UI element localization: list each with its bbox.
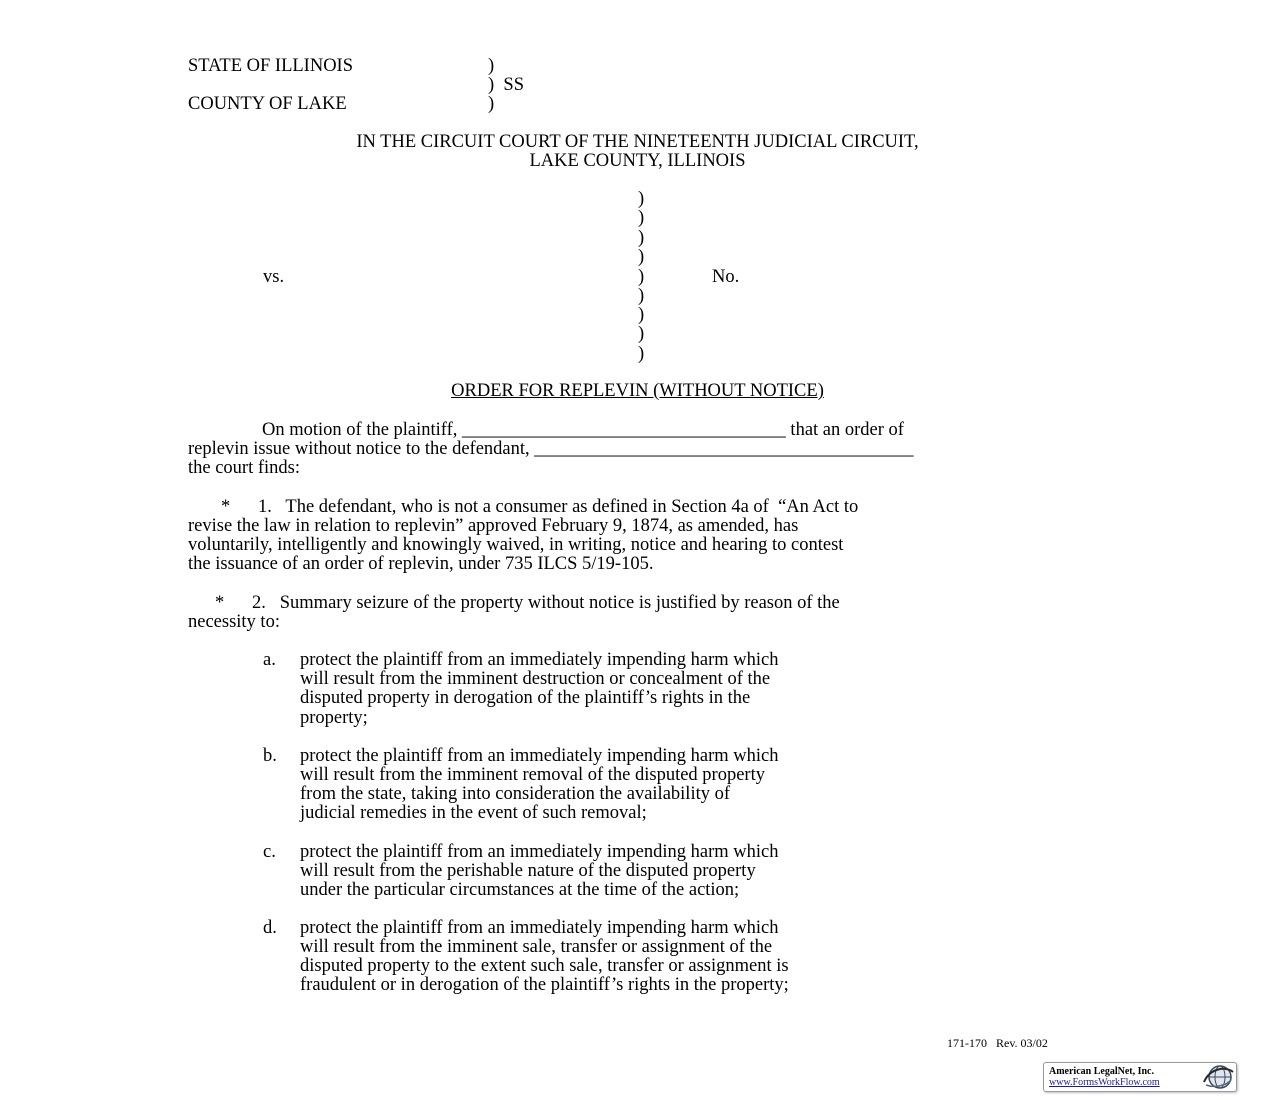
- item-c-line: will result from the perishable nature of the disputed property: [300, 861, 756, 881]
- case-number-label: No.: [712, 267, 740, 287]
- item-c-line: under the particular circumstances at the time of the action;: [300, 880, 740, 900]
- finding-1-line-3: voluntarily, intelligently and knowingly waived, in writing, notice and hearing to contest: [188, 535, 844, 555]
- caption-state: STATE OF ILLINOIS: [188, 56, 354, 76]
- party-bracket: ): [638, 247, 645, 267]
- item-d-line: disputed property to the extent such sale, transfer or assignment is: [300, 956, 789, 976]
- caption-paren-1: ): [488, 56, 495, 76]
- item-d-label: d.: [263, 918, 277, 938]
- item-d-line: will result from the imminent sale, transfer or assignment of the: [300, 937, 773, 957]
- item-a-line: disputed property in derogation of the plaintiff’s rights in the: [300, 688, 751, 708]
- vs-label: vs.: [263, 267, 285, 287]
- item-a-line: property;: [300, 708, 368, 728]
- intro-line-2: replevin issue without notice to the defendant, _________________________________________: [188, 439, 914, 459]
- party-bracket: ): [638, 286, 645, 306]
- party-bracket: ): [638, 189, 645, 209]
- item-a-line: will result from the imminent destruction or concealment of the: [300, 669, 771, 689]
- item-c-label: c.: [263, 842, 276, 862]
- item-b-line: from the state, taking into consideration the availability of: [300, 784, 731, 804]
- item-b-line: protect the plaintiff from an immediately impending harm which: [300, 746, 779, 766]
- american-legalnet-logo[interactable]: [1043, 1062, 1237, 1092]
- globe-icon: [1200, 1064, 1234, 1090]
- item-b-line: judicial remedies in the event of such removal;: [300, 803, 647, 823]
- party-bracket: ): [638, 344, 645, 364]
- item-c-line: protect the plaintiff from an immediately impending harm which: [300, 842, 779, 862]
- form-code: 171-170 Rev. 03/02: [947, 1036, 1048, 1050]
- item-d-line: fraudulent or in derogation of the plaintiff’s rights in the property;: [300, 975, 789, 995]
- item-b-line: will result from the imminent removal of the disputed property: [300, 765, 765, 785]
- caption-county: COUNTY OF LAKE: [188, 94, 347, 114]
- item-b-label: b.: [263, 746, 277, 766]
- party-bracket: ): [638, 208, 645, 228]
- party-bracket: ): [638, 228, 645, 248]
- caption-paren-2: ): [488, 94, 495, 114]
- logo-company-name: American LegalNet, Inc.: [1049, 1066, 1154, 1077]
- party-bracket: ): [638, 324, 645, 344]
- finding-1-line-1: * 1. The defendant, who is not a consumer as defined in Section 4a of “An Act to: [221, 497, 859, 517]
- logo-website-link[interactable]: www.FormsWorkFlow.com: [1049, 1077, 1160, 1088]
- party-bracket: ): [638, 305, 645, 325]
- document-title: ORDER FOR REPLEVIN (WITHOUT NOTICE): [451, 381, 824, 401]
- finding-1-line-2: revise the law in relation to replevin” approved February 9, 1874, as amended, has: [188, 516, 799, 536]
- item-a-line: protect the plaintiff from an immediately impending harm which: [300, 650, 779, 670]
- intro-line-3: the court finds:: [188, 458, 301, 478]
- court-heading-line2: LAKE COUNTY, ILLINOIS: [529, 151, 746, 171]
- court-heading-line1: IN THE CIRCUIT COURT OF THE NINETEENTH JUDICIAL CIRCUIT,: [356, 132, 919, 152]
- finding-1-line-4: the issuance of an order of replevin, under 735 ILCS 5/19-105.: [188, 554, 654, 574]
- intro-line-1: On motion of the plaintiff, ___________________________________ that an order of: [262, 420, 904, 440]
- finding-2-line-2: necessity to:: [188, 612, 280, 632]
- caption-ss: ) SS: [488, 75, 524, 95]
- party-bracket: ): [638, 267, 645, 287]
- item-d-line: protect the plaintiff from an immediately impending harm which: [300, 918, 779, 938]
- finding-2-line-1: * 2. Summary seizure of the property without notice is justified by reason of the: [215, 593, 840, 613]
- item-a-label: a.: [263, 650, 276, 670]
